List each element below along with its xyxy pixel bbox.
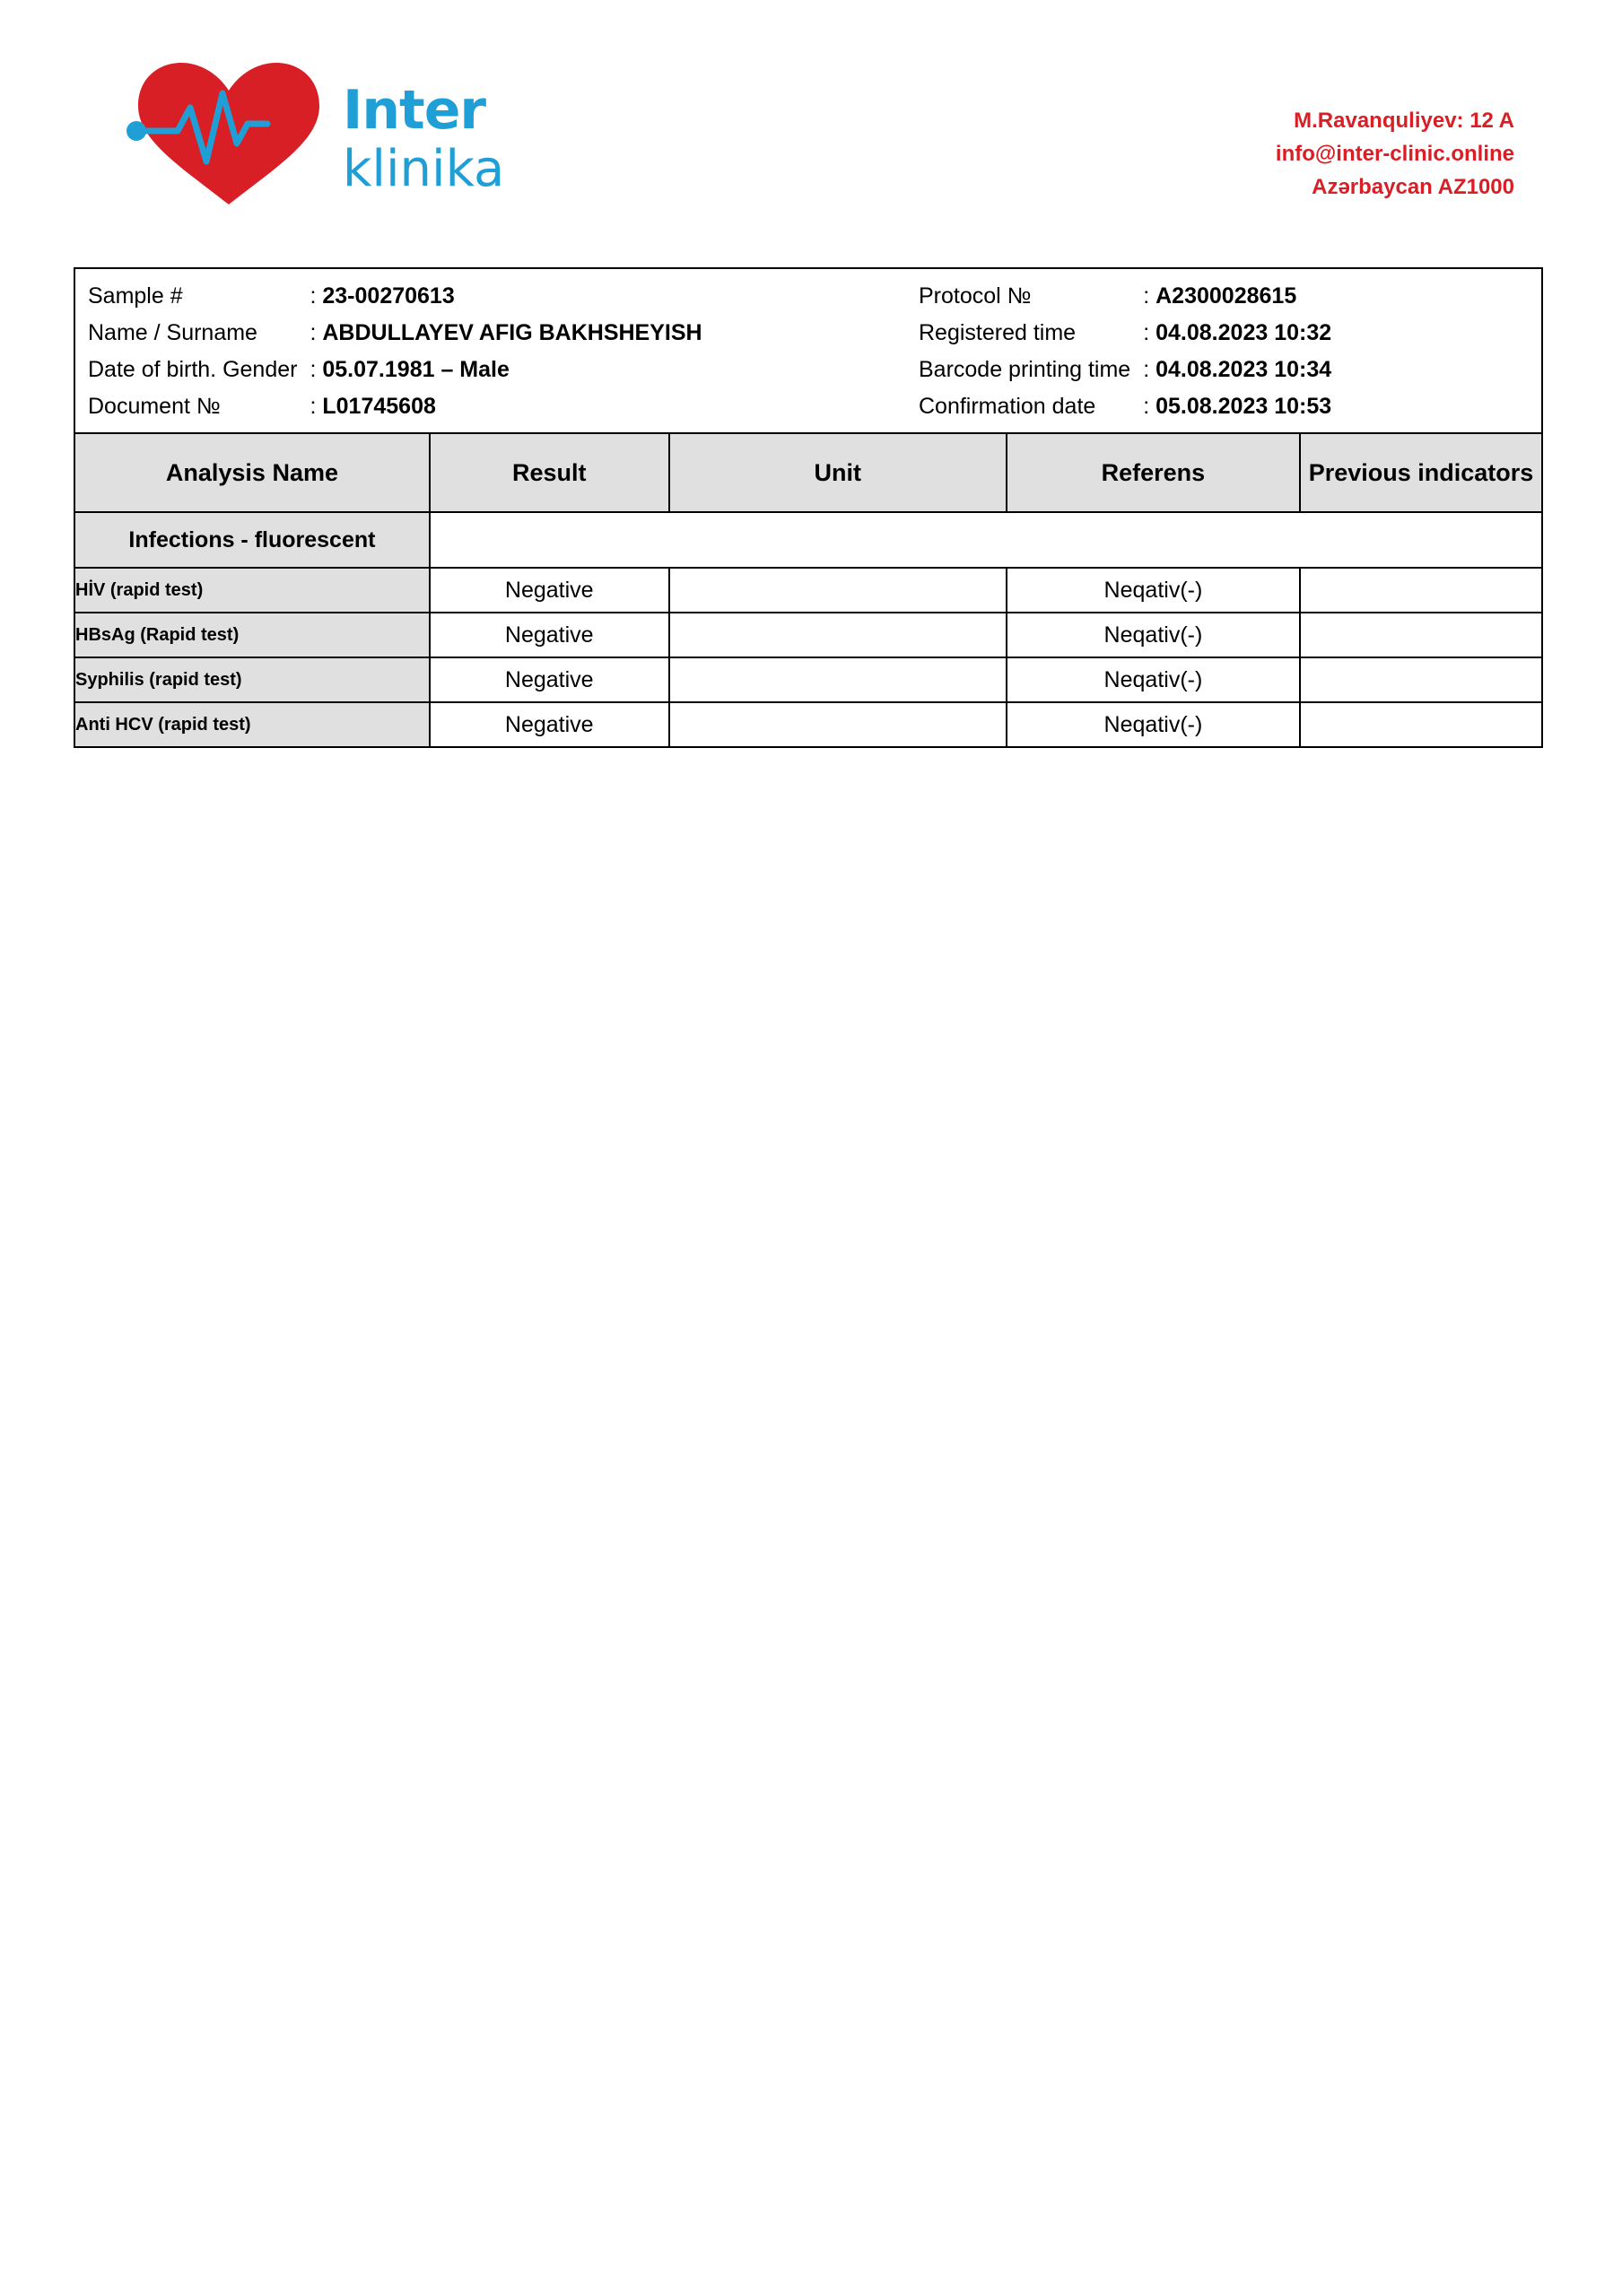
report-body bbox=[0, 267, 1622, 748]
header-unit: Unit bbox=[669, 433, 1007, 512]
group-blank-cell bbox=[430, 512, 1542, 568]
confirmation-date-label: Confirmation date bbox=[918, 394, 1096, 419]
analyte-referens: Neqativ(-) bbox=[1007, 613, 1300, 657]
header-referens: Referens bbox=[1007, 433, 1300, 512]
analyte-result: Negative bbox=[430, 702, 669, 747]
table-row bbox=[74, 702, 1542, 747]
patient-info-left-column bbox=[75, 278, 913, 425]
clinic-wordmark bbox=[343, 79, 505, 198]
analyte-unit bbox=[669, 702, 1007, 747]
registered-time-label: Registered time bbox=[918, 320, 1077, 345]
confirmation-date-value: : 05.08.2023 10:53 bbox=[1143, 394, 1332, 419]
document-value: : L01745608 bbox=[310, 394, 436, 419]
barcode-time-label: Barcode printing time bbox=[918, 357, 1131, 382]
protocol-label: Protocol № bbox=[918, 283, 1032, 309]
analyte-name: Syphilis (rapid test) bbox=[74, 657, 430, 702]
clinic-contact-block bbox=[1276, 54, 1514, 204]
clinic-address-line: M.Ravanquliyev: 12 A bbox=[1294, 109, 1514, 133]
header-previous-indicators: Previous indicators bbox=[1300, 433, 1542, 512]
analyte-unit bbox=[669, 613, 1007, 657]
patient-info-panel bbox=[74, 267, 1543, 432]
analyte-referens: Neqativ(-) bbox=[1007, 702, 1300, 747]
group-row bbox=[74, 512, 1542, 568]
analyte-previous bbox=[1300, 568, 1542, 613]
analyte-name: HİV (rapid test) bbox=[74, 568, 430, 613]
analyte-referens: Neqativ(-) bbox=[1007, 657, 1300, 702]
sample-value: : 23-00270613 bbox=[310, 283, 455, 309]
report-header bbox=[0, 0, 1622, 215]
analyte-result: Negative bbox=[430, 568, 669, 613]
clinic-email-line: info@inter-clinic.online bbox=[1275, 142, 1514, 167]
clinic-logo bbox=[126, 54, 504, 215]
header-result: Result bbox=[430, 433, 669, 512]
patient-info-right-column bbox=[913, 278, 1541, 425]
table-row bbox=[74, 568, 1542, 613]
name-label: Name / Surname bbox=[88, 320, 257, 345]
logo-klinika-text: klinika bbox=[343, 140, 505, 198]
analyte-result: Negative bbox=[430, 657, 669, 702]
analyte-previous bbox=[1300, 657, 1542, 702]
registered-time-value: : 04.08.2023 10:32 bbox=[1143, 320, 1332, 345]
results-header-row bbox=[74, 433, 1542, 512]
barcode-time-value: : 04.08.2023 10:34 bbox=[1143, 357, 1332, 382]
header-analysis-name: Analysis Name bbox=[74, 433, 430, 512]
table-row bbox=[74, 657, 1542, 702]
analyte-previous bbox=[1300, 702, 1542, 747]
analyte-unit bbox=[669, 568, 1007, 613]
analyte-referens: Neqativ(-) bbox=[1007, 568, 1300, 613]
dob-gender-value: : 05.07.1981 – Male bbox=[310, 357, 510, 382]
analyte-name: HBsAg (Rapid test) bbox=[74, 613, 430, 657]
clinic-country-line: Azərbaycan AZ1000 bbox=[1312, 175, 1514, 200]
group-title: Infections - fluorescent bbox=[74, 512, 430, 568]
logo-inter-text: Inter bbox=[343, 79, 486, 142]
analyte-previous bbox=[1300, 613, 1542, 657]
document-label: Document № bbox=[88, 394, 221, 419]
results-table bbox=[74, 432, 1543, 748]
protocol-value: : A2300028615 bbox=[1143, 283, 1297, 309]
name-value: : ABDULLAYEV AFIG BAKHSHEYISH bbox=[310, 320, 702, 345]
analyte-result: Negative bbox=[430, 613, 669, 657]
heart-ecg-icon bbox=[126, 54, 332, 215]
dob-gender-label: Date of birth. Gender bbox=[88, 357, 298, 382]
analyte-unit bbox=[669, 657, 1007, 702]
sample-label: Sample # bbox=[88, 283, 183, 309]
analyte-name: Anti HCV (rapid test) bbox=[74, 702, 430, 747]
table-row bbox=[74, 613, 1542, 657]
